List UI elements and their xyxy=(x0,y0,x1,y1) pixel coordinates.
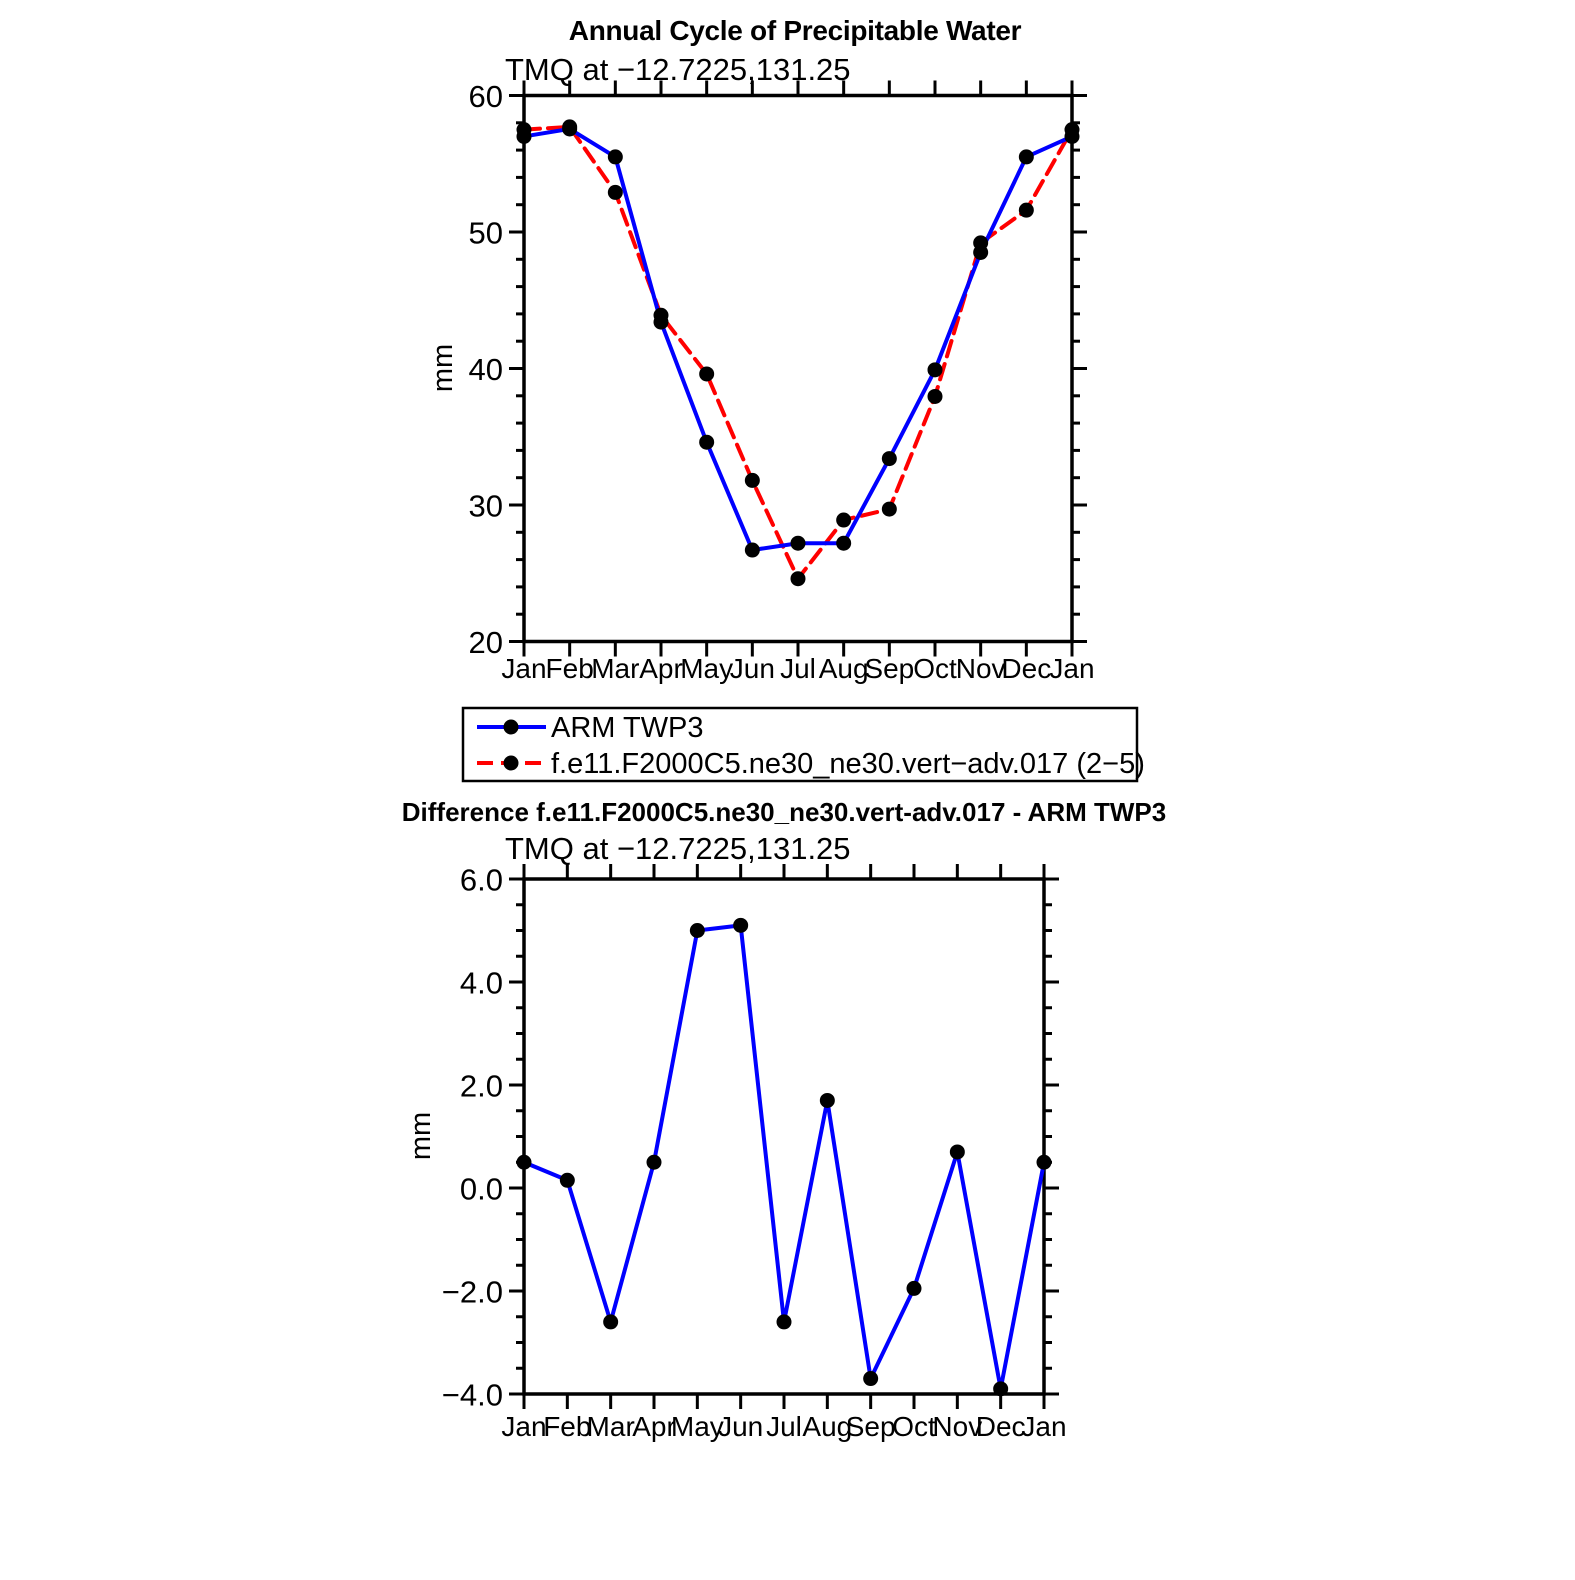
legend-sample-marker-arm-twp3 xyxy=(504,720,519,735)
data-point-marker-s0 xyxy=(517,1155,532,1170)
y-tick-label: 2.0 xyxy=(459,1068,503,1104)
x-tick-label: May xyxy=(680,653,734,684)
data-point-marker-s1 xyxy=(745,473,760,488)
x-tick-label: Mar xyxy=(591,653,640,684)
data-point-marker-s0 xyxy=(699,435,714,450)
y-tick-label: 60 xyxy=(468,79,503,114)
data-point-marker-s0 xyxy=(777,1314,792,1329)
data-point-marker-s1 xyxy=(1019,203,1034,218)
x-axis xyxy=(501,864,1066,1442)
x-tick-label: Jan xyxy=(501,653,547,684)
data-point-marker-s0 xyxy=(603,1314,618,1329)
x-tick-label: Apr xyxy=(639,653,683,684)
data-point-marker-s0 xyxy=(950,1144,965,1159)
legend xyxy=(463,708,1145,781)
data-point-marker-s1 xyxy=(928,389,943,404)
data-point-marker-s0 xyxy=(647,1155,662,1170)
y-tick-label: 4.0 xyxy=(459,965,503,1001)
series-lines xyxy=(524,127,1072,579)
x-tick-label: Jan xyxy=(501,1411,547,1442)
data-point-marker-s0 xyxy=(1019,149,1034,164)
chart1-y-axis-label: mm xyxy=(427,343,459,393)
data-point-marker-s0 xyxy=(608,149,623,164)
data-point-marker-s0 xyxy=(791,536,806,551)
x-tick-label: Jun xyxy=(718,1411,764,1442)
data-point-marker-s0 xyxy=(836,536,851,551)
data-point-marker-s1 xyxy=(562,119,577,134)
x-tick-label: Jul xyxy=(780,653,816,684)
y-tick-label: 50 xyxy=(468,215,503,251)
data-point-marker-s1 xyxy=(699,366,714,381)
data-point-marker-s1 xyxy=(1065,122,1080,137)
data-point-marker-s0 xyxy=(863,1371,878,1386)
y-axis xyxy=(442,863,1059,1413)
data-point-marker-s0 xyxy=(560,1173,575,1188)
data-point-marker-s0 xyxy=(733,918,748,933)
chart-1 xyxy=(469,79,1095,684)
y-tick-label: 6.0 xyxy=(459,862,503,898)
x-tick-label: Dec xyxy=(1001,653,1052,684)
x-tick-label: Aug xyxy=(802,1411,853,1442)
x-tick-label: Jan xyxy=(1049,653,1095,684)
y-tick-label: 40 xyxy=(468,352,503,387)
chart1-title: Annual Cycle of Precipitable Water xyxy=(568,15,1022,46)
x-tick-label: Oct xyxy=(892,1411,936,1442)
data-point-marker-s1 xyxy=(973,235,988,250)
data-point-marker-s0 xyxy=(928,362,943,377)
y-tick-label: 20 xyxy=(468,625,503,660)
x-tick-label: Mar xyxy=(586,1411,635,1442)
x-tick-label: Nov xyxy=(932,1411,983,1442)
y-tick-label: 0.0 xyxy=(459,1171,503,1207)
legend-label-arm-twp3: ARM TWP3 xyxy=(551,712,704,744)
x-tick-label: Apr xyxy=(632,1411,676,1442)
data-point-marker-s1 xyxy=(791,571,806,586)
x-tick-label: Oct xyxy=(913,653,957,684)
legend-label-model: f.e11.F2000C5.ne30_ne30.vert−adv.017 (2−5) xyxy=(551,748,1145,780)
x-tick-label: Nov xyxy=(955,653,1006,684)
data-point-marker-s0 xyxy=(745,543,760,558)
x-tick-label: Feb xyxy=(543,1411,592,1442)
data-point-marker-s0 xyxy=(907,1281,922,1296)
chart-2 xyxy=(442,863,1067,1443)
series-line-1 xyxy=(524,127,1072,579)
series-line-0 xyxy=(524,129,1072,550)
x-tick-label: Dec xyxy=(975,1411,1026,1442)
x-tick-label: Feb xyxy=(545,653,594,684)
chart1-subtitle: TMQ at −12.7225,131.25 xyxy=(505,52,851,87)
data-point-marker-s0 xyxy=(690,923,705,938)
chart2-y-axis-label: mm xyxy=(405,1111,437,1161)
data-point-marker-s1 xyxy=(654,308,669,323)
y-tick-label: −2.0 xyxy=(441,1274,503,1310)
data-point-marker-s1 xyxy=(608,185,623,200)
legend-sample-marker-model xyxy=(504,756,519,771)
y-tick-label: −4.0 xyxy=(441,1377,503,1413)
x-axis xyxy=(501,81,1094,685)
chart2-subtitle: TMQ at −12.7225,131.25 xyxy=(505,831,851,866)
data-point-marker-s1 xyxy=(836,513,851,528)
series-markers xyxy=(517,918,1052,1397)
series-markers xyxy=(517,119,1080,586)
data-point-marker-s1 xyxy=(517,122,532,137)
y-axis xyxy=(469,79,1087,660)
x-tick-label: Jun xyxy=(729,653,775,684)
data-point-marker-s1 xyxy=(882,502,897,517)
x-tick-label: Jan xyxy=(1021,1411,1067,1442)
y-tick-label: 30 xyxy=(468,488,503,524)
data-point-marker-s0 xyxy=(993,1381,1008,1396)
x-tick-label: Jul xyxy=(766,1411,802,1442)
x-tick-label: Sep xyxy=(845,1411,896,1442)
x-tick-label: Aug xyxy=(818,653,869,684)
data-point-marker-s0 xyxy=(820,1093,835,1108)
data-point-marker-s0 xyxy=(1037,1155,1052,1170)
chart2-title: Difference f.e11.F2000C5.ne30_ne30.vert-adv.017 - ARM TWP3 xyxy=(401,797,1167,827)
x-tick-label: May xyxy=(670,1411,724,1442)
data-point-marker-s0 xyxy=(882,451,897,466)
x-tick-label: Sep xyxy=(864,653,915,684)
